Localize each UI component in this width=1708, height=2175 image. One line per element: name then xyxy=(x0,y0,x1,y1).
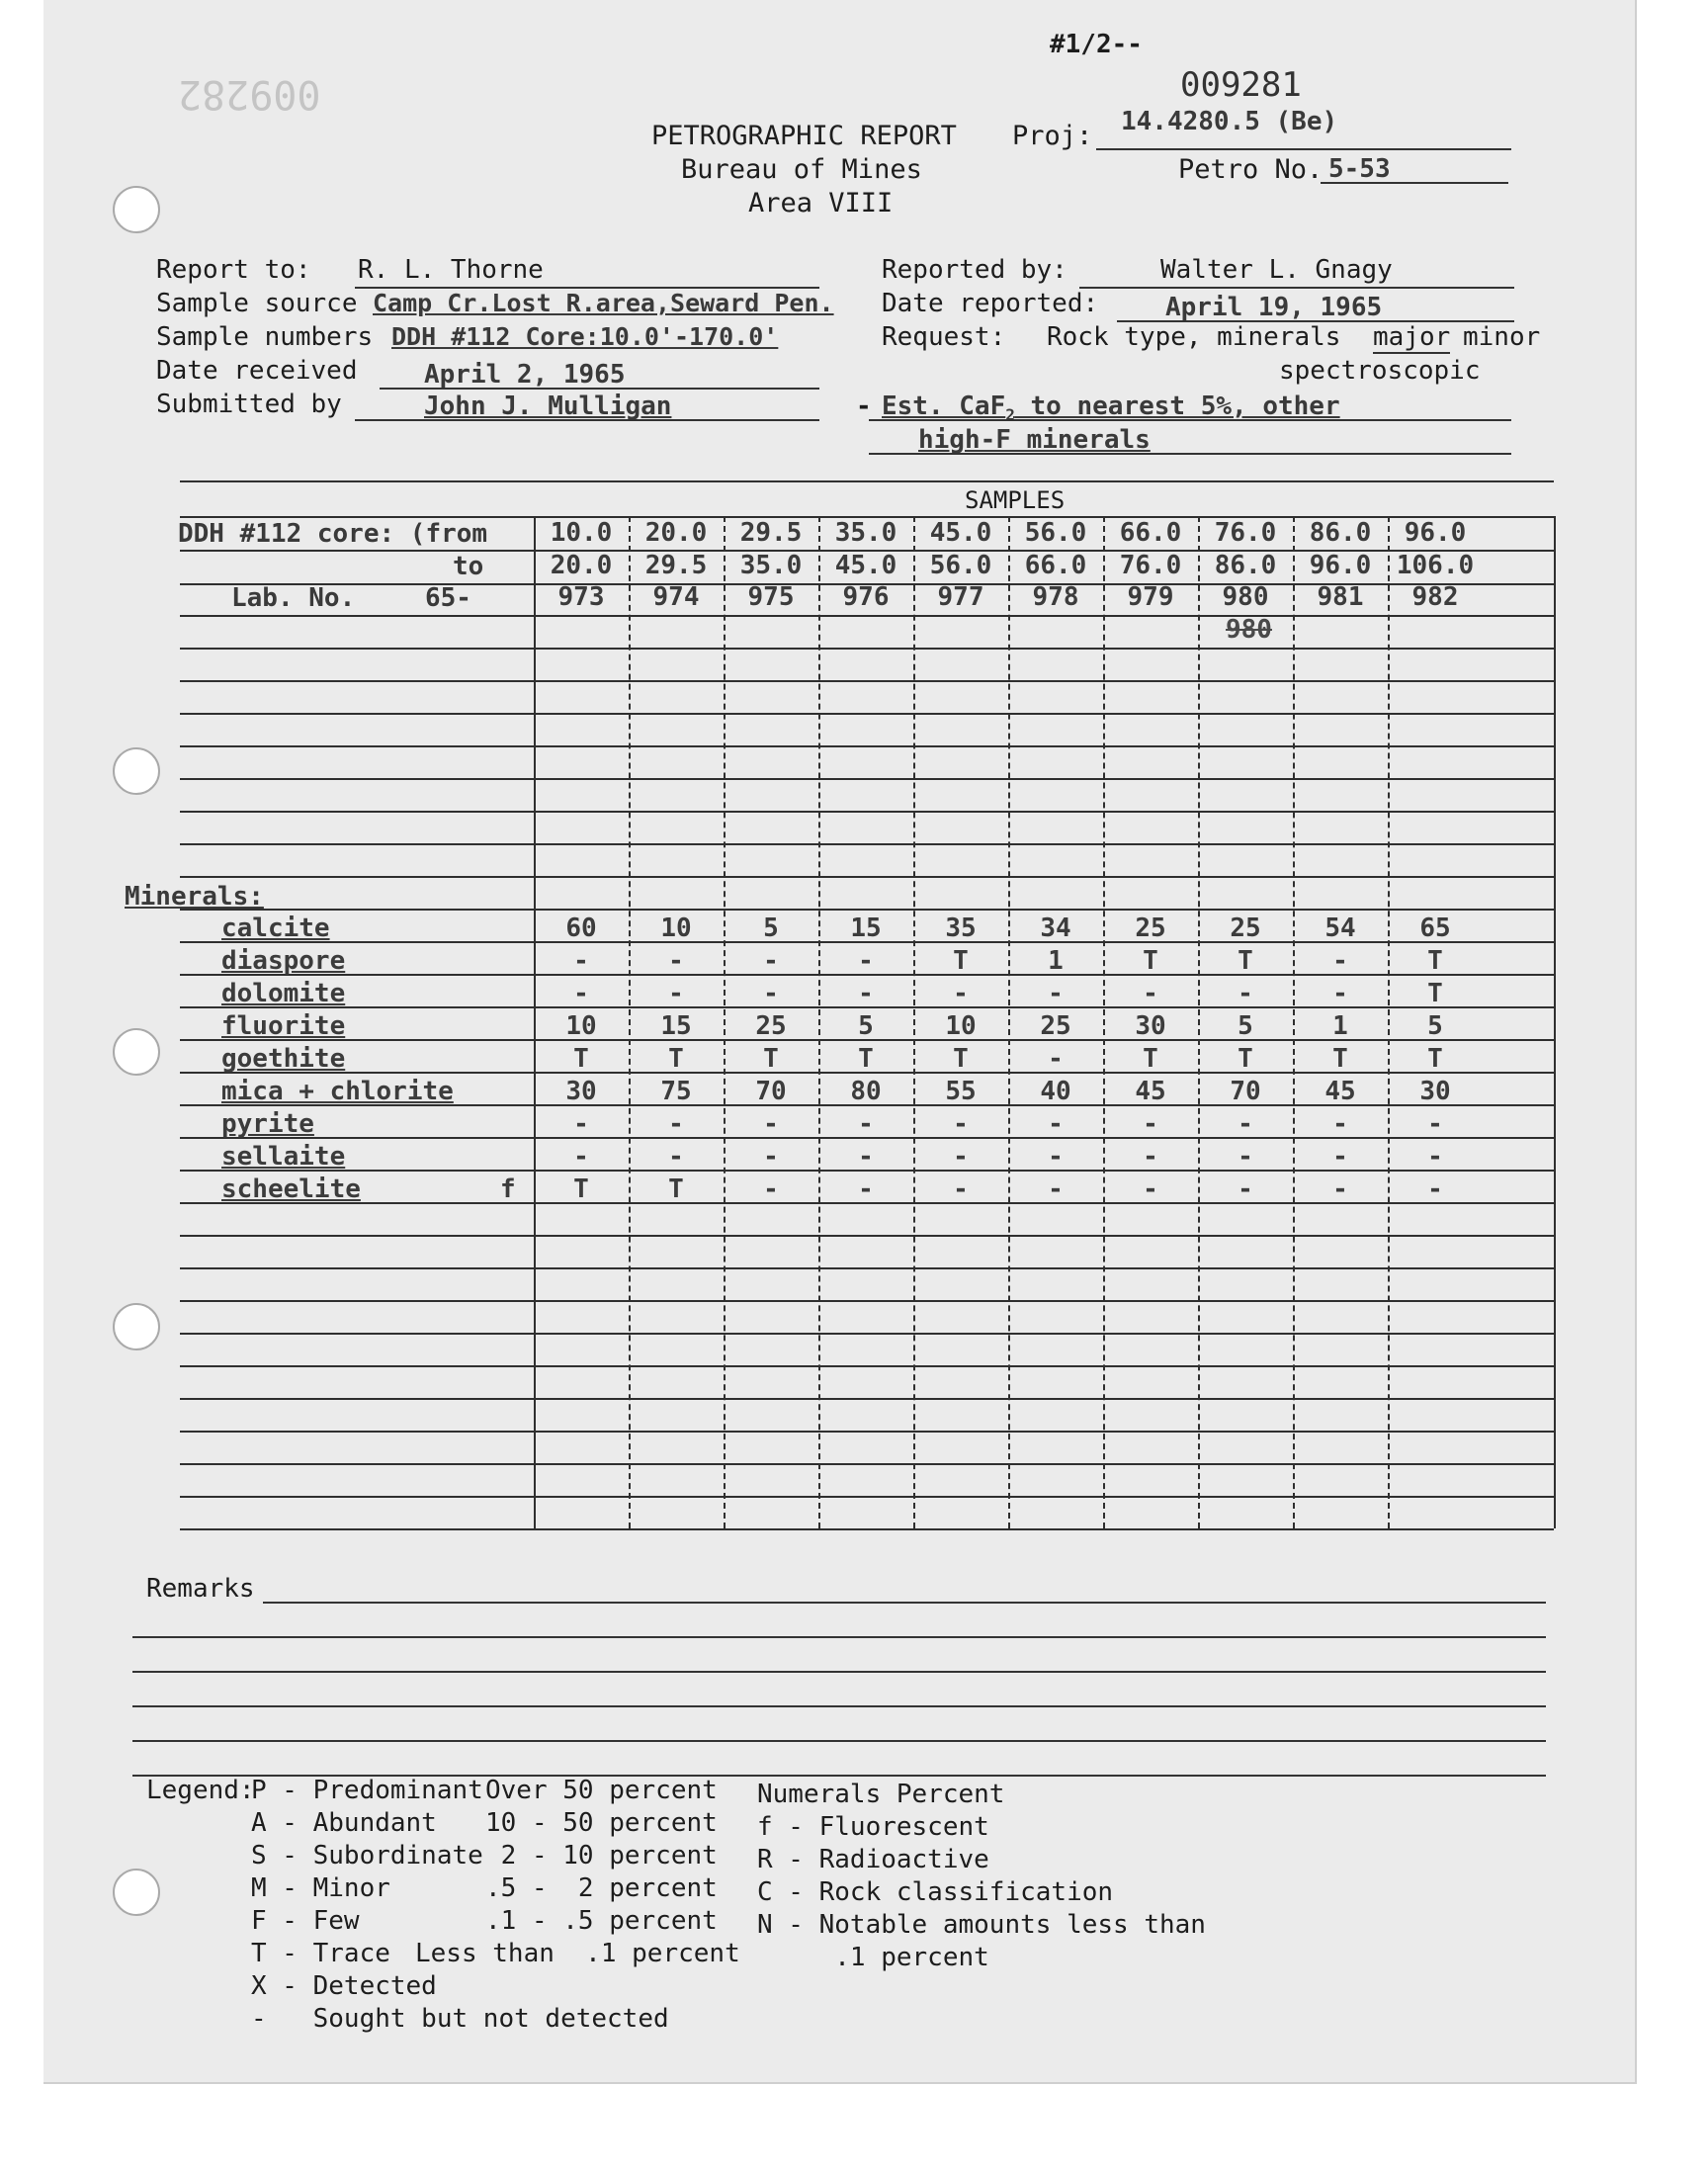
remarks-line xyxy=(132,1636,1546,1638)
mineral-value-cell: - xyxy=(1048,1174,1064,1204)
proj-value: 14.4280.5 (Be) xyxy=(1121,107,1338,136)
mineral-value-cell: 10 xyxy=(565,1011,597,1041)
mineral-value-cell: - xyxy=(858,946,874,976)
table-row-line xyxy=(180,1267,1554,1269)
mineral-value-cell: 80 xyxy=(850,1077,882,1106)
remarks-line xyxy=(132,1671,1546,1673)
mineral-value-cell: - xyxy=(1332,1109,1348,1139)
mineral-name: sellaite xyxy=(221,1142,346,1172)
mineral-value-cell: T xyxy=(1238,1044,1253,1074)
lab-number-cell: 977 xyxy=(937,582,984,612)
petro-label: Petro No. xyxy=(1178,154,1324,185)
mineral-value-cell: 75 xyxy=(660,1077,692,1106)
from-depth-cell: 45.0 xyxy=(929,518,992,548)
mineral-value-cell: - xyxy=(668,979,684,1008)
to-depth-cell: 106.0 xyxy=(1396,551,1475,580)
mineral-value-cell: T xyxy=(1238,946,1253,976)
request-major: major xyxy=(1373,322,1451,352)
table-row-line xyxy=(180,1463,1554,1465)
legend-code: X - Detected xyxy=(251,1971,437,2001)
mineral-name: diaspore xyxy=(221,946,346,976)
mineral-value-cell: - xyxy=(668,1109,684,1139)
table-row-line xyxy=(180,648,1554,650)
date-reported-label: Date reported: xyxy=(882,289,1099,318)
mineral-value-cell: T xyxy=(1427,946,1443,976)
table-row-line xyxy=(180,1528,1554,1530)
mineral-value-cell: - xyxy=(763,946,779,976)
legend-note: .1 percent xyxy=(757,1943,989,1972)
mineral-value-cell: 25 xyxy=(755,1011,787,1041)
table-row-line xyxy=(180,1365,1554,1367)
reported-by-value: Walter L. Gnagy xyxy=(1160,255,1393,285)
legend-code: P - Predominant xyxy=(251,1776,483,1805)
mineral-value-cell: 1 xyxy=(1332,1011,1348,1041)
mineral-value-cell: - xyxy=(1143,979,1158,1008)
mineral-value-cell: 30 xyxy=(565,1077,597,1106)
mineral-value-cell: T xyxy=(573,1174,589,1204)
from-depth-cell: 76.0 xyxy=(1214,518,1277,548)
request-note-subscript: 2 xyxy=(1005,405,1015,425)
legend-range: .1 - .5 percent xyxy=(485,1906,718,1936)
legend-code: T - Trace xyxy=(251,1939,390,1968)
report-org: Bureau of Mines xyxy=(681,154,922,185)
legend-range: 2 - 10 percent xyxy=(485,1841,718,1870)
table-row-line xyxy=(180,1398,1554,1400)
mineral-value-cell: 5 xyxy=(1427,1011,1443,1041)
table-right-border xyxy=(1554,516,1556,1528)
mineral-value-cell: - xyxy=(1238,979,1253,1008)
date-reported-value: April 19, 1965 xyxy=(1165,293,1383,322)
request-label: Request: xyxy=(882,322,1006,352)
mineral-value-cell: - xyxy=(1427,1142,1443,1172)
table-row-line xyxy=(180,713,1554,715)
lab-number-cell: 978 xyxy=(1032,582,1079,612)
legend-code: A - Abundant xyxy=(251,1808,437,1838)
report-area: Area VIII xyxy=(748,188,894,218)
table-row-line xyxy=(180,1333,1554,1335)
mineral-value-cell: - xyxy=(858,979,874,1008)
mineral-value-cell: - xyxy=(1238,1174,1253,1204)
lab-number-cell: 980 xyxy=(1222,582,1269,612)
legend-range: 10 - 50 percent xyxy=(485,1808,718,1838)
remarks-line xyxy=(263,1602,1546,1604)
table-row-line xyxy=(180,876,1554,878)
mineral-value-cell: - xyxy=(668,1142,684,1172)
lab-number-cell: 975 xyxy=(747,582,795,612)
from-depth-cell: 20.0 xyxy=(644,518,708,548)
mineral-value-cell: - xyxy=(858,1142,874,1172)
struck-lab-number: 980 xyxy=(1226,615,1272,645)
from-depth-cell: 86.0 xyxy=(1309,518,1372,548)
lab-number-cell: 979 xyxy=(1127,582,1174,612)
table-row-line xyxy=(180,843,1554,845)
sample-numbers-value: DDH #112 Core:10.0'-170.0' xyxy=(391,322,779,351)
mineral-value-cell: - xyxy=(1238,1109,1253,1139)
mineral-name: goethite xyxy=(221,1044,346,1074)
mineral-value-cell: - xyxy=(1332,1142,1348,1172)
table-row-line xyxy=(180,909,1554,911)
mineral-name: calcite xyxy=(221,914,330,943)
request-note-part1: Est. CaF xyxy=(882,392,1006,421)
from-depth-cell: 10.0 xyxy=(550,518,613,548)
mineral-value-cell: - xyxy=(1143,1174,1158,1204)
mineral-value-cell: - xyxy=(573,1109,589,1139)
from-depth-cell: 35.0 xyxy=(834,518,897,548)
mineral-value-cell: T xyxy=(668,1044,684,1074)
request-dash: - xyxy=(856,392,872,421)
mineral-value-cell: 70 xyxy=(1230,1077,1261,1106)
mineral-value-cell: - xyxy=(763,979,779,1008)
report-to-value: R. L. Thorne xyxy=(358,255,544,285)
mineral-value-cell: 54 xyxy=(1324,914,1356,943)
mineral-value-cell: T xyxy=(953,1044,969,1074)
to-depth-cell: 66.0 xyxy=(1024,551,1087,580)
mineral-value-cell: 1 xyxy=(1048,946,1064,976)
mineral-name: scheelite xyxy=(221,1174,361,1204)
mineral-value-cell: 35 xyxy=(945,914,977,943)
mineral-value-cell: - xyxy=(1332,1174,1348,1204)
minerals-label: Minerals: xyxy=(125,882,264,912)
legend-code: S - Subordinate xyxy=(251,1841,483,1870)
remarks-line xyxy=(132,1740,1546,1742)
mineral-value-cell: T xyxy=(763,1044,779,1074)
reported-by-label: Reported by: xyxy=(882,255,1068,285)
table-row-line xyxy=(180,680,1554,682)
mineral-value-cell: - xyxy=(953,1174,969,1204)
to-depth-cell: 29.5 xyxy=(644,551,708,580)
mineral-value-cell: 55 xyxy=(945,1077,977,1106)
mineral-value-cell: 5 xyxy=(858,1011,874,1041)
request-minor: minor xyxy=(1463,322,1541,352)
mineral-value-cell: - xyxy=(1332,946,1348,976)
lab-number-cell: 982 xyxy=(1411,582,1459,612)
legend-code: F - Few xyxy=(251,1906,360,1936)
remarks-line xyxy=(132,1705,1546,1707)
to-depth-cell: 76.0 xyxy=(1119,551,1182,580)
lab-number-cell: 976 xyxy=(842,582,890,612)
mineral-value-cell: 34 xyxy=(1040,914,1071,943)
lab-number-cell: 981 xyxy=(1317,582,1364,612)
mineral-value-cell: T xyxy=(1427,979,1443,1008)
mineral-value-cell: - xyxy=(953,1109,969,1139)
mineral-value-cell: T xyxy=(668,1174,684,1204)
mineral-value-cell: 15 xyxy=(660,1011,692,1041)
table-row-line xyxy=(180,1431,1554,1433)
report-sheet xyxy=(43,0,1637,2084)
to-depth-cell: 20.0 xyxy=(550,551,613,580)
binder-hole xyxy=(113,1028,160,1076)
page-mark: #1/2-- xyxy=(1050,30,1143,59)
lab-label: Lab. No. xyxy=(231,583,356,613)
mineral-value-cell: - xyxy=(763,1142,779,1172)
request-prefix: Rock type, minerals xyxy=(1047,322,1341,352)
mineral-value-cell: 15 xyxy=(850,914,882,943)
from-depth-cell: 96.0 xyxy=(1404,518,1467,548)
samples-header: SAMPLES xyxy=(965,486,1066,514)
mineral-value-cell: - xyxy=(1143,1109,1158,1139)
table-row-line xyxy=(180,1496,1554,1498)
mineral-value-cell: 40 xyxy=(1040,1077,1071,1106)
mineral-value-cell: - xyxy=(1048,1142,1064,1172)
legend-range: Less than .1 percent xyxy=(415,1939,740,1968)
mineral-value-cell: - xyxy=(1048,1109,1064,1139)
request-note-underline1 xyxy=(869,419,1511,421)
submitted-by-value: John J. Mulligan xyxy=(424,392,672,421)
date-received-value: April 2, 1965 xyxy=(424,360,626,390)
legend-note: N - Notable amounts less than xyxy=(757,1910,1206,1940)
from-depth-cell: 56.0 xyxy=(1024,518,1087,548)
legend-code: - Sought but not detected xyxy=(251,2004,669,2034)
request-note-underline2 xyxy=(869,453,1511,455)
lab-prefix: 65- xyxy=(425,583,471,613)
table-row-line xyxy=(180,1235,1554,1237)
binder-hole xyxy=(113,1303,160,1350)
proj-label: Proj: xyxy=(1012,121,1093,151)
proj-underline xyxy=(1096,148,1511,150)
mineral-value-cell: - xyxy=(858,1174,874,1204)
mineral-value-cell: - xyxy=(1143,1142,1158,1172)
mineral-value-cell: T xyxy=(1143,1044,1158,1074)
mineral-value-cell: T xyxy=(1332,1044,1348,1074)
to-depth-cell: 96.0 xyxy=(1309,551,1372,580)
date-received-label: Date received xyxy=(156,356,358,386)
mineral-value-cell: - xyxy=(1427,1174,1443,1204)
mineral-value-cell: 25 xyxy=(1040,1011,1071,1041)
table-row-line xyxy=(180,778,1554,780)
legend-range: Over 50 percent xyxy=(485,1776,718,1805)
mineral-value-cell: 30 xyxy=(1135,1011,1166,1041)
mineral-value-cell: 65 xyxy=(1419,914,1451,943)
mineral-value-cell: T xyxy=(1143,946,1158,976)
mineral-name: pyrite xyxy=(221,1109,314,1139)
legend-note: f - Fluorescent xyxy=(757,1812,989,1842)
request-note-part2: to nearest 5%, other xyxy=(1014,392,1340,421)
sample-source-value: Camp Cr.Lost R.area,Seward Pen. xyxy=(373,289,834,317)
mineral-value-cell: - xyxy=(763,1109,779,1139)
mineral-value-cell: T xyxy=(858,1044,874,1074)
petro-value: 5-53 xyxy=(1328,154,1391,184)
mineral-value-cell: 30 xyxy=(1419,1077,1451,1106)
reported-by-underline xyxy=(1079,287,1514,289)
to-depth-cell: 56.0 xyxy=(929,551,992,580)
to-depth-cell: 86.0 xyxy=(1214,551,1277,580)
mineral-value-cell: - xyxy=(573,946,589,976)
to-depth-cell: 35.0 xyxy=(739,551,803,580)
request-note-line2: high-F minerals xyxy=(918,425,1151,455)
mineral-value-cell: - xyxy=(953,1142,969,1172)
table-row-line xyxy=(180,811,1554,813)
mineral-name: fluorite xyxy=(221,1011,346,1041)
mineral-value-cell: - xyxy=(668,946,684,976)
legend-code: M - Minor xyxy=(251,1873,390,1903)
mineral-value-cell: T xyxy=(573,1044,589,1074)
mineral-value-cell: T xyxy=(1427,1044,1443,1074)
mineral-value-cell: 25 xyxy=(1230,914,1261,943)
binder-hole xyxy=(113,1869,160,1916)
mineral-value-cell: - xyxy=(953,979,969,1008)
binder-hole xyxy=(113,747,160,795)
bleed-through-number: 009282 xyxy=(178,71,321,117)
legend-label: Legend: xyxy=(146,1776,255,1805)
sample-numbers-label: Sample numbers xyxy=(156,322,374,352)
request-spectroscopic: spectroscopic xyxy=(1279,356,1481,386)
mineral-value-cell: 10 xyxy=(945,1011,977,1041)
table-row-line xyxy=(180,615,1554,617)
table-row-line xyxy=(180,1300,1554,1302)
mineral-name: mica + chlorite xyxy=(221,1077,454,1106)
report-to-label: Report to: xyxy=(156,255,311,285)
mineral-value-cell: 5 xyxy=(1238,1011,1253,1041)
mineral-value-cell: - xyxy=(858,1109,874,1139)
legend-note: C - Rock classification xyxy=(757,1877,1114,1907)
mineral-value-cell: - xyxy=(573,1142,589,1172)
mineral-value-cell: 5 xyxy=(763,914,779,943)
mineral-value-cell: T xyxy=(953,946,969,976)
sample-source-label: Sample source xyxy=(156,289,358,318)
mineral-value-cell: - xyxy=(1048,1044,1064,1074)
submitted-by-label: Submitted by xyxy=(156,390,342,419)
from-depth-cell: 66.0 xyxy=(1119,518,1182,548)
lab-number-cell: 974 xyxy=(652,582,700,612)
mineral-value-cell: 70 xyxy=(755,1077,787,1106)
mineral-value-cell: - xyxy=(1048,979,1064,1008)
table-row-line xyxy=(180,745,1554,747)
remarks-label: Remarks xyxy=(146,1574,255,1604)
mineral-value-cell: 60 xyxy=(565,914,597,943)
mineral-value-cell: - xyxy=(1332,979,1348,1008)
to-depth-cell: 45.0 xyxy=(834,551,897,580)
legend-note: Numerals Percent xyxy=(757,1780,1005,1809)
mineral-value-cell: - xyxy=(573,979,589,1008)
mineral-value-cell: - xyxy=(763,1174,779,1204)
mineral-value-cell: 10 xyxy=(660,914,692,943)
mineral-value-cell: - xyxy=(1238,1142,1253,1172)
table-row-line xyxy=(180,480,1554,482)
document-number: 009281 xyxy=(1180,65,1302,105)
to-label: to xyxy=(453,552,484,581)
binder-hole xyxy=(113,186,160,233)
from-depth-cell: 29.5 xyxy=(739,518,803,548)
submitted-by-underline xyxy=(355,419,819,421)
mineral-value-cell: 25 xyxy=(1135,914,1166,943)
legend-range: .5 - 2 percent xyxy=(485,1873,718,1903)
lab-number-cell: 973 xyxy=(557,582,605,612)
report-title: PETROGRAPHIC REPORT xyxy=(651,121,957,151)
from-label: DDH #112 core: (from xyxy=(178,519,488,549)
mineral-value-cell: 45 xyxy=(1135,1077,1166,1106)
mineral-value-cell: 45 xyxy=(1324,1077,1356,1106)
mineral-name: dolomite xyxy=(221,979,346,1008)
legend-note: R - Radioactive xyxy=(757,1845,989,1874)
mineral-value-cell: - xyxy=(1427,1109,1443,1139)
date-received-underline xyxy=(380,388,819,390)
mineral-flag: f xyxy=(500,1174,516,1204)
petro-underline xyxy=(1321,182,1508,184)
